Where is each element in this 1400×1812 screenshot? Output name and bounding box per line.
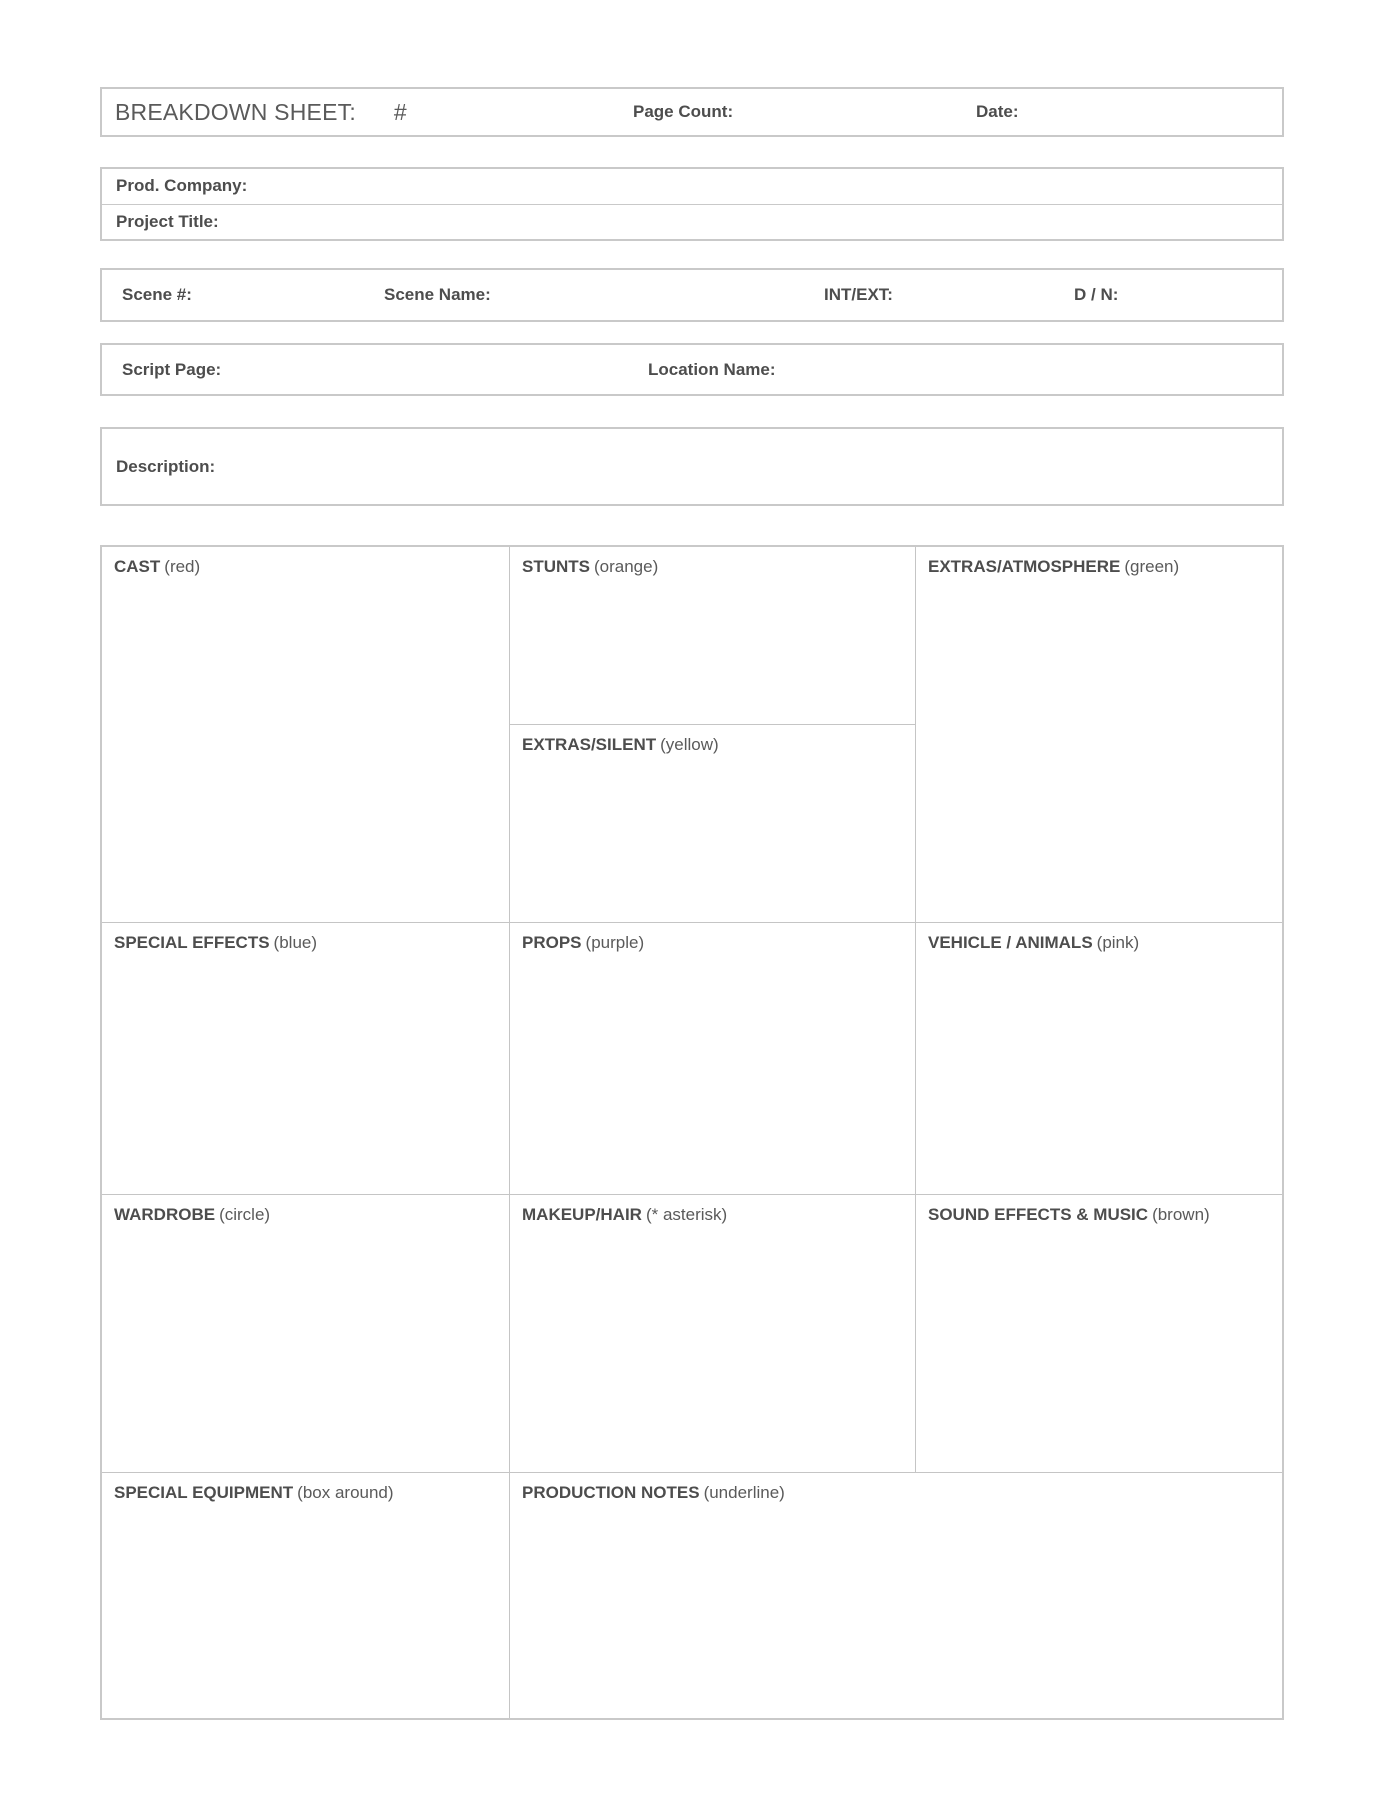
prod-company-field[interactable]: [102, 169, 1282, 205]
script-location-field[interactable]: [100, 343, 1284, 396]
location-name-label: Location Name:: [648, 359, 776, 379]
makeup-hair-section-cell[interactable]: [510, 1195, 916, 1473]
vehicle-animals-section-title: VEHICLE / ANIMALS: [928, 933, 1093, 952]
cast-section-title: CAST: [114, 557, 161, 576]
vehicle-animals-section-qualifier: (pink): [1096, 933, 1140, 952]
stunts-section-cell[interactable]: [510, 547, 916, 725]
stunts-section-title: STUNTS: [522, 557, 590, 576]
production-notes-section-title: PRODUCTION NOTES: [522, 1483, 700, 1502]
extras-atmosphere-section-title: EXTRAS/ATMOSPHERE: [928, 557, 1121, 576]
wardrobe-section-title: WARDROBE: [114, 1205, 216, 1224]
props-section-title: PROPS: [522, 933, 582, 952]
sound-effects-music-section-qualifier: (brown): [1152, 1205, 1210, 1224]
scene-number-label: Scene #:: [122, 285, 192, 304]
special-equipment-section-qualifier: (box around): [297, 1483, 394, 1502]
wardrobe-section-qualifier: (circle): [219, 1205, 271, 1224]
props-section-cell[interactable]: [510, 923, 916, 1195]
cast-section-qualifier: (red): [164, 557, 201, 576]
description-label: Description:: [116, 456, 216, 476]
prod-company-label: Prod. Company:: [116, 176, 248, 196]
sheet-number-symbol: #: [393, 98, 407, 125]
special-effects-section-qualifier: (blue): [273, 933, 318, 952]
production-notes-section-qualifier: (underline): [703, 1483, 785, 1502]
production-notes-section-cell[interactable]: [510, 1473, 1282, 1718]
scene-name-label: Scene Name:: [384, 285, 491, 304]
title-box[interactable]: [100, 87, 1284, 137]
page-count-label: Page Count:: [633, 102, 734, 121]
day-night-label: D / N:: [1074, 285, 1119, 304]
project-title-field[interactable]: [102, 205, 1282, 240]
production-info-box: [100, 167, 1284, 241]
scene-info-field[interactable]: [100, 268, 1284, 322]
sound-effects-music-section-title: SOUND EFFECTS & MUSIC: [928, 1205, 1149, 1224]
special-equipment-section-title: SPECIAL EQUIPMENT: [114, 1483, 294, 1502]
props-section-qualifier: (purple): [585, 933, 645, 952]
description-field[interactable]: [100, 427, 1284, 506]
extras-silent-section-cell[interactable]: [510, 725, 916, 923]
int-ext-label: INT/EXT:: [824, 285, 893, 304]
breakdown-sections-grid: [100, 545, 1284, 1720]
makeup-hair-section-qualifier: (* asterisk): [645, 1205, 728, 1224]
project-title-label: Project Title:: [116, 211, 219, 231]
extras-silent-section-title: EXTRAS/SILENT: [522, 735, 657, 754]
script-page-label: Script Page:: [122, 359, 222, 379]
vehicle-animals-section-cell[interactable]: [916, 923, 1282, 1195]
extras-silent-section-qualifier: (yellow): [660, 735, 719, 754]
special-equipment-section-cell[interactable]: [102, 1473, 510, 1718]
cast-section-cell[interactable]: [102, 547, 510, 923]
page-title: BREAKDOWN SHEET:: [115, 98, 356, 125]
sound-effects-music-section-cell[interactable]: [916, 1195, 1282, 1473]
special-effects-section-cell[interactable]: [102, 923, 510, 1195]
stunts-section-qualifier: (orange): [594, 557, 659, 576]
special-effects-section-title: SPECIAL EFFECTS: [114, 933, 270, 952]
date-label: Date:: [976, 102, 1019, 121]
makeup-hair-section-title: MAKEUP/HAIR: [522, 1205, 642, 1224]
wardrobe-section-cell[interactable]: [102, 1195, 510, 1473]
extras-atmosphere-section-qualifier: (green): [1124, 557, 1180, 576]
extras-atmosphere-section-cell[interactable]: [916, 547, 1282, 923]
